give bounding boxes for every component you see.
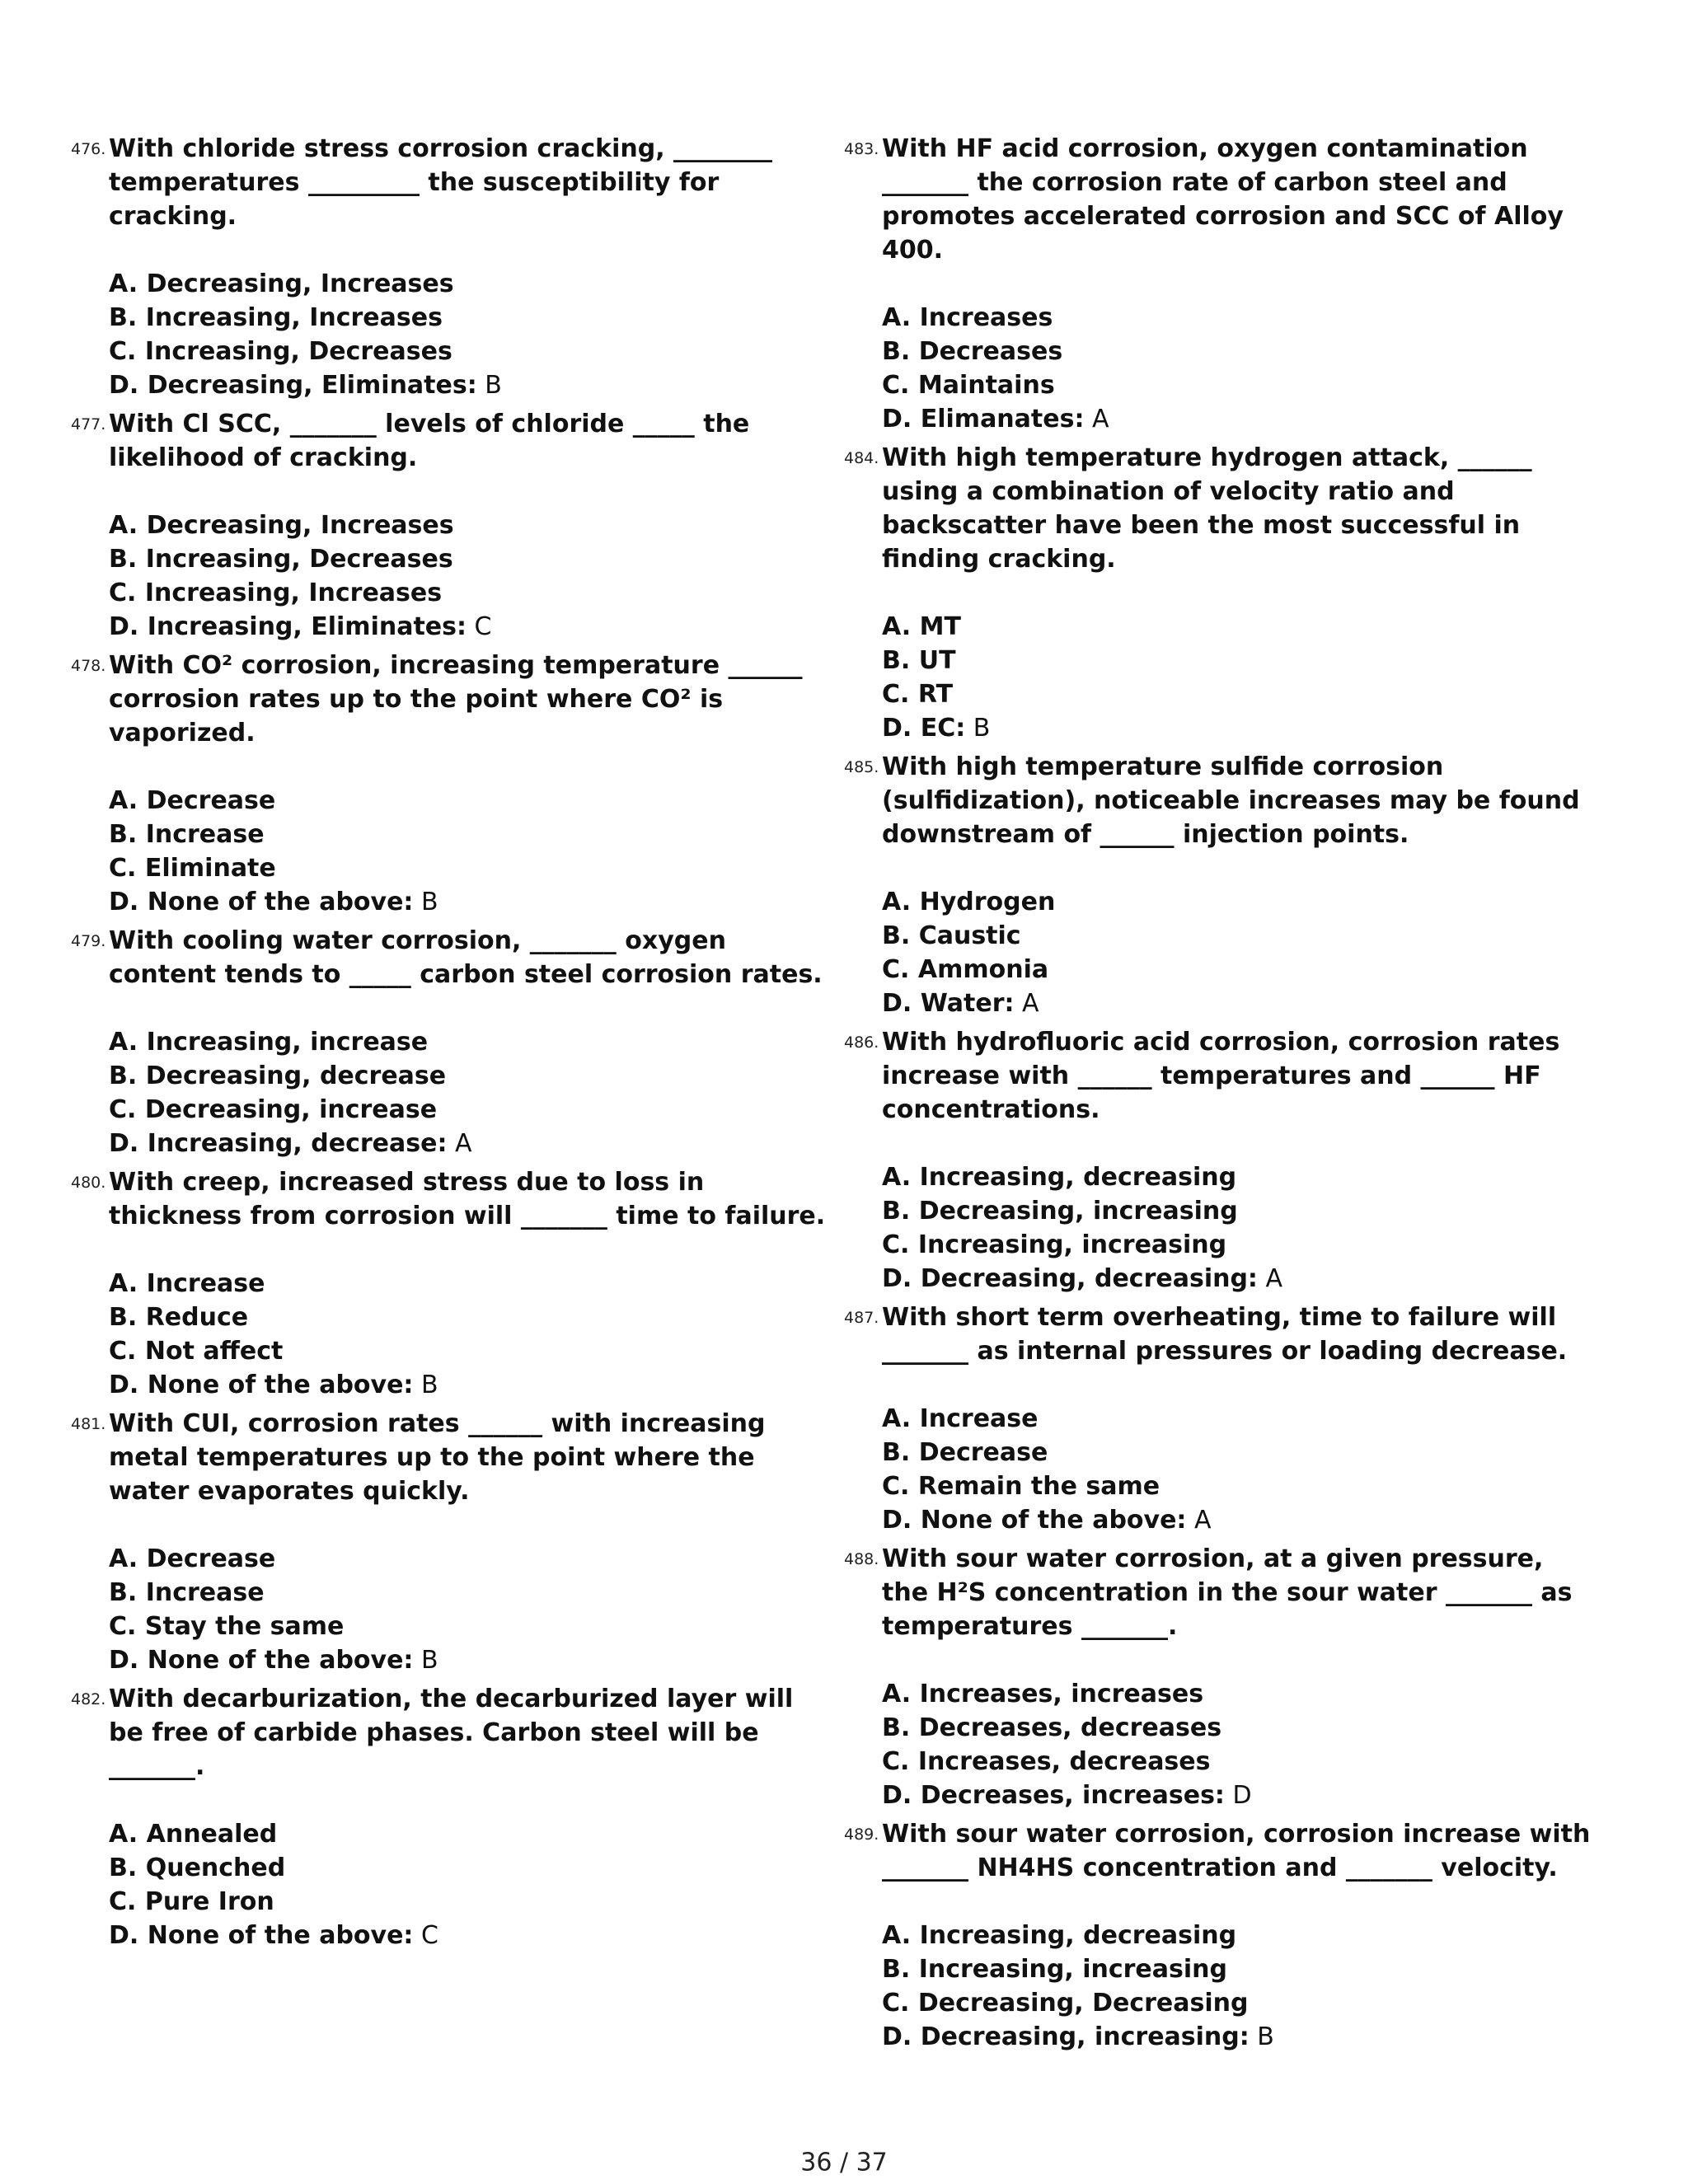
options-list [109,1025,829,1160]
answer: B [1249,2022,1274,2051]
question-text: With sour water corrosion, corrosion increase with _______ NH4HS concentration and _______ velocity. [882,1820,1591,1882]
question-489 [844,1817,1594,2054]
option-b: B. Reduce [109,1303,249,1332]
question-text: With creep, increased stress due to loss in thickness from corrosion will _______ time to failure. [109,1168,826,1230]
option-a: A. Decrease [109,1544,276,1573]
option-d: D. None of the above: [109,888,414,916]
answer: B [476,371,502,400]
options-list [109,1817,829,1952]
option-d: D. None of the above: [109,1646,414,1675]
option-d: D. EC: [882,714,966,743]
option-c: C. Remain the same [882,1472,1160,1501]
option-d: D. None of the above: [109,1371,414,1399]
question-482 [71,1682,829,1952]
question-479 [71,924,829,1160]
question-483 [844,132,1594,436]
option-b: B. Decreasing, increasing [882,1197,1238,1226]
option-a: A. Increase [882,1404,1039,1433]
option-b: B. Quenched [109,1854,286,1882]
question-number: 476. [71,140,106,158]
question-text: With hydrofluoric acid corrosion, corrosion rates increase with ______ temperatures and ______ HF concentrations. [882,1028,1560,1124]
option-a: A. Decreasing, Increases [109,511,454,540]
question-text: With sour water corrosion, at a given pressure, the H²S concentration in the sour water _______ as temperatures _______. [882,1544,1573,1641]
question-number: 479. [71,932,106,950]
options-list [882,1402,1594,1537]
option-c: C. Increasing, Increases [109,579,443,607]
question-text: With short term overheating, time to failure will _______ as internal pressures or loading decrease. [882,1303,1568,1366]
option-b: B. Decreases, decreases [882,1713,1222,1742]
options-list [109,509,829,644]
option-a: A. Increases, increases [882,1680,1204,1708]
question-number: 481. [71,1415,106,1433]
question-text: With CO² corrosion, increasing temperature ______ corrosion rates up to the point where CO² is vaporized. [109,651,803,748]
option-d-with-answer [109,610,829,644]
question-number: 487. [844,1309,879,1327]
question-number: 482. [71,1690,106,1708]
answer: A [1186,1506,1212,1535]
option-d-with-answer [882,1779,1594,1812]
options-list [882,301,1594,436]
option-a: A. MT [882,612,961,641]
option-b: B. Decreasing, decrease [109,1062,447,1090]
question-480 [71,1165,829,1402]
option-b: B. Increase [109,820,265,849]
option-d-with-answer [109,1368,829,1402]
question-number: 484. [844,449,879,467]
answer: C [467,612,492,641]
question-number: 478. [71,657,106,675]
question-text: With high temperature hydrogen attack, ______ using a combination of velocity ratio and backscatter have been the most successful in finding cracking. [882,443,1532,574]
option-c: C. Increases, decreases [882,1747,1211,1776]
question-478 [71,649,829,919]
question-number: 485. [844,758,879,776]
question-number: 488. [844,1550,879,1568]
option-d-with-answer [882,402,1594,436]
option-d-with-answer [109,1919,829,1952]
question-number: 480. [71,1174,106,1192]
option-b: B. Increasing, increasing [882,1955,1227,1984]
option-c: C. Maintains [882,371,1055,400]
question-481 [71,1407,829,1677]
option-a: A. Increase [109,1269,265,1298]
question-text: With high temperature sulfide corrosion (sulfidization), noticeable increases may be found downstream of ______ injection points. [882,752,1580,849]
option-d: D. Decreases, increases: [882,1781,1225,1810]
option-d: D. None of the above: [882,1506,1187,1535]
answer: A [1084,405,1109,434]
question-text: With cooling water corrosion, _______ oxygen content tends to _____ carbon steel corrosion rates. [109,926,823,989]
question-number: 477. [71,415,106,434]
option-b: B. Increasing, Decreases [109,545,453,574]
option-c: C. Decreasing, Decreasing [882,1989,1249,2018]
options-list [882,610,1594,745]
option-d-with-answer [109,1643,829,1677]
option-c: C. RT [882,680,954,709]
option-d-with-answer [882,1262,1594,1296]
option-d: D. Decreasing, decreasing: [882,1264,1258,1293]
question-486 [844,1025,1594,1296]
question-text: With CUI, corrosion rates ______ with increasing metal temperatures up to the point where the water evaporates quickly. [109,1409,766,1506]
option-d: D. Increasing, decrease: [109,1129,448,1158]
answer: D [1224,1781,1252,1810]
option-c: C. Pure Iron [109,1887,274,1916]
option-a: A. Increasing, increase [109,1028,429,1057]
option-d: D. Decreasing, increasing: [882,2022,1250,2051]
option-a: A. Increases [882,303,1053,332]
option-b: B. Increase [109,1578,265,1607]
option-c: C. Increasing, Decreases [109,337,452,366]
question-484 [844,441,1594,745]
option-d: D. Water: [882,989,1015,1018]
option-d-with-answer [882,2020,1594,2054]
option-a: A. Decrease [109,786,276,815]
option-c: C. Not affect [109,1337,284,1366]
options-list [882,1160,1594,1296]
question-text: With chloride stress corrosion cracking, ________ temperatures _________ the susceptibility for cracking. [109,134,773,231]
question-text: With Cl SCC, _______ levels of chloride _____ the likelihood of cracking. [109,410,750,472]
option-d-with-answer [882,1503,1594,1537]
option-b: B. Caustic [882,921,1021,950]
option-c: C. Increasing, increasing [882,1230,1227,1259]
answer: C [413,1921,438,1950]
option-c: C. Decreasing, increase [109,1095,438,1124]
question-text: With HF acid corrosion, oxygen contamination _______ the corrosion rate of carbon steel and promotes accelerated corrosion and SCC of Alloy 400. [882,134,1564,265]
question-487 [844,1301,1594,1537]
question-488 [844,1542,1594,1812]
question-number: 486. [844,1033,879,1052]
option-c: C. Stay the same [109,1612,345,1641]
options-list [109,1542,829,1677]
option-a: A. Hydrogen [882,888,1056,916]
question-number: 489. [844,1825,879,1844]
question-number: 483. [844,140,879,158]
option-a: A. Increasing, decreasing [882,1163,1237,1192]
answer: B [413,888,438,916]
options-list [882,885,1594,1020]
option-b: B. Decrease [882,1438,1048,1467]
answer: B [965,714,991,743]
options-list [109,784,829,919]
right-column [844,132,1594,2059]
option-b: B. Increasing, Increases [109,303,443,332]
option-a: A. Decreasing, Increases [109,269,454,298]
option-d: D. Decreasing, Eliminates: [109,371,477,400]
question-477 [71,407,829,644]
option-d-with-answer [109,368,829,402]
answer: A [447,1129,472,1158]
option-d-with-answer [109,885,829,919]
options-list [882,1919,1594,2054]
answer: A [1257,1264,1282,1293]
left-column [71,132,829,1957]
option-d: D. None of the above: [109,1921,414,1950]
option-d: D. Elimanates: [882,405,1085,434]
question-476 [71,132,829,402]
option-a: A. Annealed [109,1820,278,1849]
options-list [109,1267,829,1402]
option-d-with-answer [882,711,1594,745]
option-c: C. Ammonia [882,955,1049,984]
option-b: B. UT [882,646,956,675]
option-d-with-answer [882,987,1594,1020]
answer: B [413,1646,438,1675]
options-list [882,1677,1594,1812]
page-number: 36 / 37 [800,2148,888,2177]
answer: A [1014,989,1039,1018]
option-c: C. Eliminate [109,854,276,883]
option-d-with-answer [109,1127,829,1160]
options-list [109,267,829,402]
option-a: A. Increasing, decreasing [882,1921,1237,1950]
question-485 [844,750,1594,1020]
question-text: With decarburization, the decarburized layer will be free of carbide phases. Carbon steel will be _______. [109,1685,794,1781]
answer: B [413,1371,438,1399]
option-b: B. Decreases [882,337,1063,366]
option-d: D. Increasing, Eliminates: [109,612,467,641]
